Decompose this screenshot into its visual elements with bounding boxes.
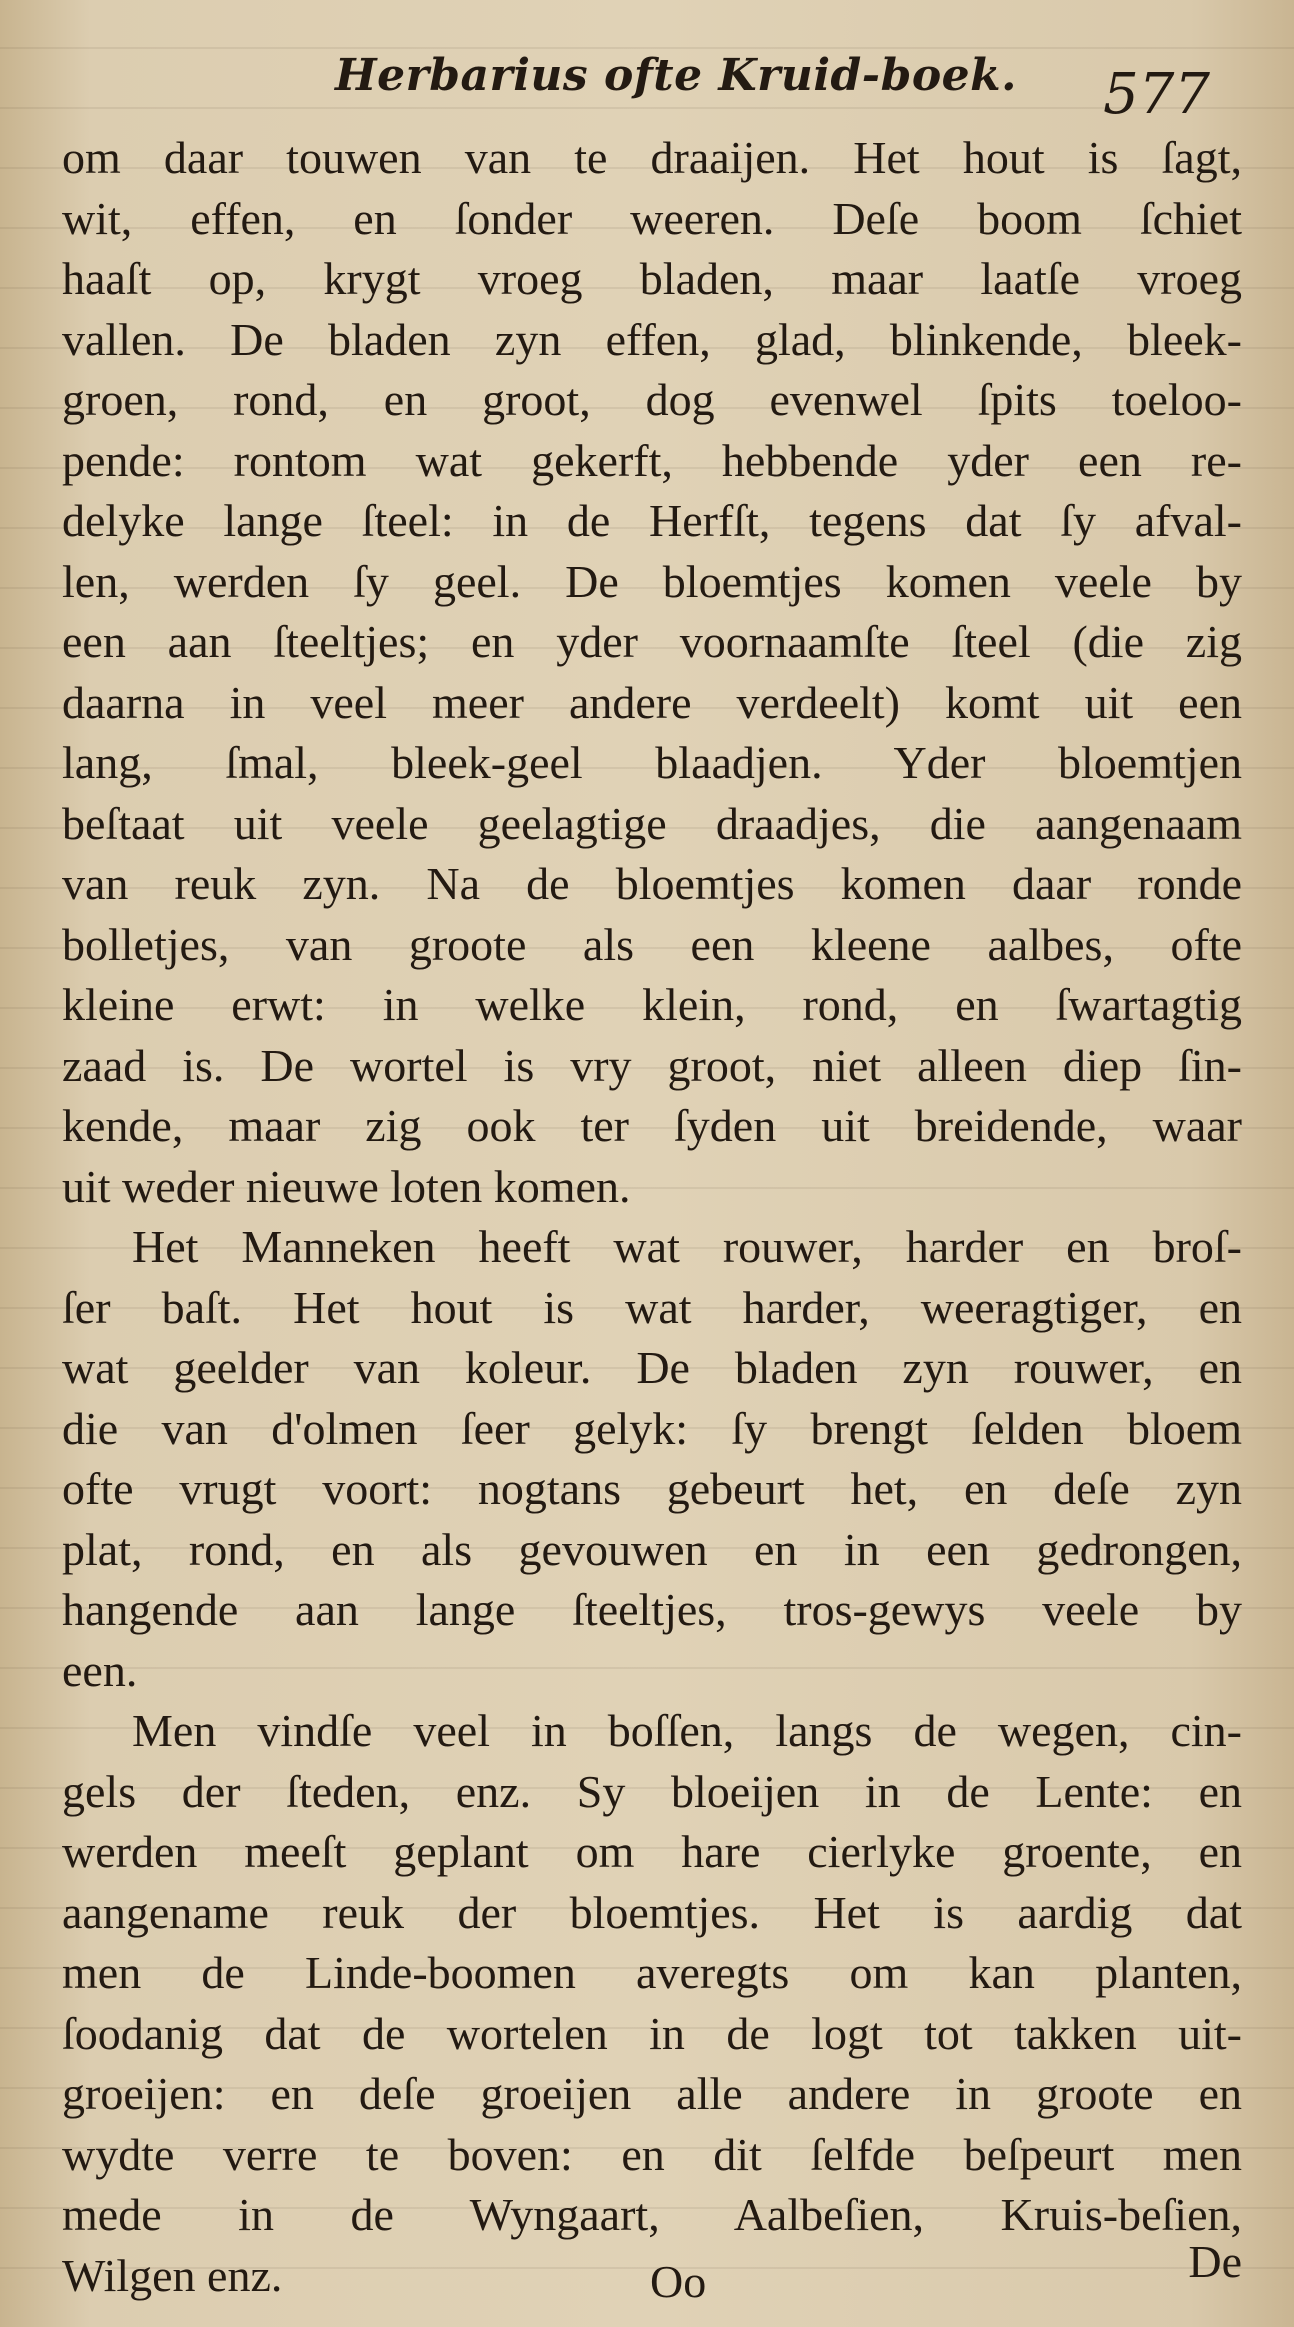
text-line: lang, ſmal, bleek-geel blaadjen. Yder bloemtjen [62,737,1242,788]
text-line: hangende aan lange ſteeltjes, tros-gewys veele by [62,1584,1242,1635]
text-line: men de Linde-boomen averegts om kan planten, [62,1947,1242,1998]
text-line: plat, rond, en als gevouwen en in een gedrongen, [62,1523,1242,1575]
text-line: daarna in veel meer andere verdeelt) komt uit een [62,676,1242,728]
catchword: De [1188,2236,1242,2287]
text-line: wit, effen, en ſonder weeren. Deſe boom ſchiet [62,192,1242,244]
text-line: Men vindſe veel in boſſen, langs de wegen, cin- [132,1705,1242,1756]
text-line: vallen. De bladen zyn effen, glad, blinkende, bleek- [62,313,1242,365]
paragraph-3 [62,1701,1242,2306]
text-line: delyke lange ſteel: in de Herfſt, tegens dat ſy afval- [62,495,1242,546]
page-footer [62,2235,1242,2305]
text-line: die van d'olmen ſeer gelyk: ſy brengt ſelden bloem [62,1402,1242,1454]
text-line: groeijen: en deſe groeijen alle andere in groote en [62,2068,1242,2119]
text-line: bolletjes, van groote als een kleene aalbes, ofte [62,918,1242,970]
text-line: kleine erwt: in welke klein, rond, en ſwartagtig [62,979,1242,1030]
text-line: mede in de Wyngaart, Aalbeſien, Kruis-beſien, [62,2189,1242,2240]
text-line: een. [62,1644,138,1696]
page-header [330,40,1210,130]
text-line: groen, rond, en groot, dog evenwel ſpits toeloo- [62,374,1242,425]
running-title: Herbarius ofte Kruid-boek. [335,50,1017,101]
text-line: aangename reuk der bloemtjes. Het is aardig dat [62,1886,1242,1938]
text-line: ofte vrugt voort: nogtans gebeurt het, en deſe zyn [62,1463,1242,1514]
text-line: uit weder nieuwe loten komen. [62,1160,631,1212]
text-line: een aan ſteeltjes; en yder voornaamſte ſteel (die zig [62,616,1242,667]
text-line: van reuk zyn. Na de bloemtjes komen daar ronde [62,858,1242,909]
signature-mark: Oo [650,2256,707,2307]
text-line: Het Manneken heeft wat rouwer, harder en broſ- [132,1221,1242,1272]
paragraph-2 [62,1217,1242,1701]
paragraph-1 [62,128,1242,1217]
text-line: pende: rontom wat gekerft, hebbende yder een re- [62,434,1242,486]
text-line: beſtaat uit veele geelagtige draadjes, die aangenaam [62,797,1242,849]
text-line: gels der ſteden, enz. Sy bloeijen in de Lente: en [62,1765,1242,1817]
text-line: om daar touwen van te draaijen. Het hout is ſagt, [62,132,1242,183]
text-line: Wilgen enz. [62,2249,283,2301]
text-line: haaſt op, krygt vroeg bladen, maar laatſe vroeg [62,253,1242,304]
body-text [62,128,1242,2306]
text-line: werden meeſt geplant om hare cierlyke groente, en [62,1826,1242,1877]
page-number: 577 [1103,62,1210,127]
text-line: ſer baſt. Het hout is wat harder, weeragtiger, en [62,1281,1242,1333]
text-line: wydte verre te boven: en dit ſelfde beſpeurt men [62,2128,1242,2180]
text-line: zaad is. De wortel is vry groot, niet alleen diep ſin- [62,1039,1242,1091]
text-line: wat geelder van koleur. De bladen zyn rouwer, en [62,1342,1242,1393]
text-line: ſoodanig dat de wortelen in de logt tot takken uit- [62,2007,1242,2059]
text-line: kende, maar zig ook ter ſyden uit breidende, waar [62,1100,1242,1151]
text-line: len, werden ſy geel. De bloemtjes komen veele by [62,555,1242,607]
